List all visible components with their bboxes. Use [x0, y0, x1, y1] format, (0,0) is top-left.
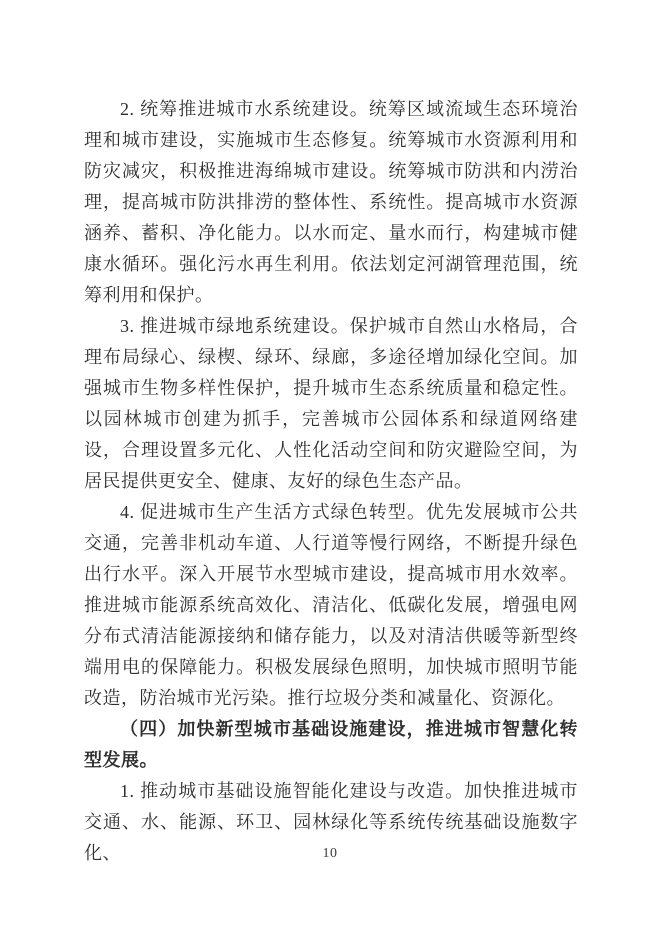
paragraph-smart-infrastructure: 1. 推动城市基础设施智能化建设与改造。加快推进城市交通、水、能源、环卫、园林绿化等系统传统基础设施数字化、	[84, 781, 578, 863]
paragraph-water-system: 2. 统筹推进城市水系统建设。统筹区域流域生态环境治理和城市建设，实施城市生态修复。统筹城市水资源利用和防灾减灾，积极推进海绵城市建设。统筹城市防洪和内涝治理，提高城市防洪排涝的整体性、系统性。提高城市水资源涵养、蓄积、净化能力。以水而定、量水而行，构建城市健康水循环。强化污水再生利用。依法划定河湖管理范围，统筹利用和保护。	[84, 99, 578, 305]
paragraph-green-transition: 4. 促进城市生产生活方式绿色转型。优先发展城市公共交通，完善非机动车道、人行道等慢行网络，不断提升绿色出行水平。深入开展节水型城市建设，提高城市用水效率。推进城市能源系统高效化、清洁化、低碳化发展，增强电网分布式清洁能源接纳和储存能力，以及对清洁供暖等新型终端用电的保障能力。积极发展绿色照明，加快城市照明节能改造，防治城市光污染。推行垃圾分类和减量化、资源化。	[84, 502, 578, 708]
page-number: 10	[322, 846, 338, 861]
section-heading-four: （四）加快新型城市基础设施建设，推进城市智慧化转型发展。	[84, 719, 578, 770]
text-block	[84, 94, 578, 869]
paragraph-green-space: 3. 推进城市绿地系统建设。保护城市自然山水格局，合理布局绿心、绿楔、绿环、绿廊，多途径增加绿化空间。加强城市生物多样性保护，提升城市生态系统质量和稳定性。以园林城市创建为抓手，完善城市公园体系和绿道网络建设，合理设置多元化、人性化活动空间和防灾避险空间，为居民提供更安全、健康、友好的绿色生态产品。	[84, 316, 578, 491]
